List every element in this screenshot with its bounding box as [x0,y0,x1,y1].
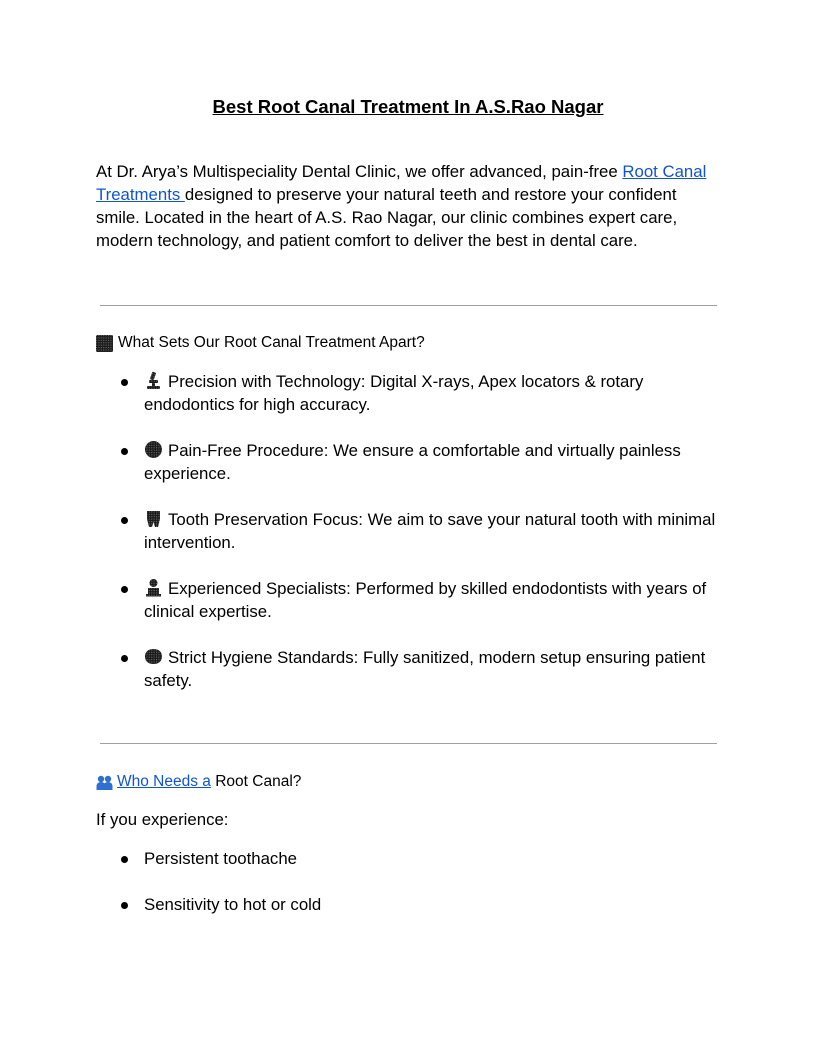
list-item [96,508,720,554]
bullet-icon [121,902,128,909]
intro-text-after: designed to preserve your natural teeth and restore your confident smile. Located in the heart of A.S. Rao Nagar, our clinic combines expert care, modern technology, and patient comfort to deliver the best in dental care. [96,185,678,250]
divider [100,305,717,306]
intro-paragraph [96,160,720,252]
who-needs-lead: If you experience: [96,810,229,829]
sanitizer-icon [144,647,163,666]
feature-text: Experienced Specialists: Performed by skilled endodontists with years of clinical expertise. [144,579,707,621]
page-title: Best Root Canal Treatment In A.S.Rao Nagar [212,96,604,117]
who-needs-heading-rest: Root Canal? [210,773,302,790]
list-item [96,893,720,916]
list-item [96,439,720,485]
who-needs-heading [96,772,301,792]
features-list [96,370,720,692]
root-canal-treatments-link[interactable]: Root Canal Treatments [96,162,707,204]
bullet-icon [121,856,128,863]
bullet-icon [121,448,128,455]
feature-text: Pain-Free Procedure: We ensure a comfortable and virtually painless experience. [144,441,681,483]
list-item [96,646,720,692]
features-heading [96,333,425,353]
list-item [96,577,720,623]
feature-text: Tooth Preservation Focus: We aim to save your natural tooth with minimal intervention. [144,510,716,552]
doctor-icon [144,578,163,597]
bullet-icon [121,586,128,593]
symptom-text: Persistent toothache [144,849,297,868]
who-needs-link-text: Who Needs a [117,773,211,790]
bullet-icon [121,655,128,662]
tooth-icon [144,509,163,528]
symptom-text: Sensitivity to hot or cold [144,895,322,914]
who-needs-link[interactable] [96,772,211,792]
people-icon [96,774,113,791]
features-heading-text: What Sets Our Root Canal Treatment Apart? [118,334,425,351]
microscope-icon [144,371,163,390]
divider [100,743,717,744]
feature-text: Strict Hygiene Standards: Fully sanitized, modern setup ensuring patient safety. [144,648,706,690]
bullet-icon [121,379,128,386]
list-item [96,847,720,870]
bullet-icon [121,517,128,524]
intro-text-before: At Dr. Arya’s Multispeciality Dental Clinic, we offer advanced, pain-free [96,162,623,181]
symptoms-list [96,847,720,916]
feature-text: Precision with Technology: Digital X-rays, Apex locators & rotary endodontics for high accuracy. [144,372,644,414]
grid-icon [96,335,113,352]
globe-icon [144,440,163,459]
list-item [96,370,720,416]
